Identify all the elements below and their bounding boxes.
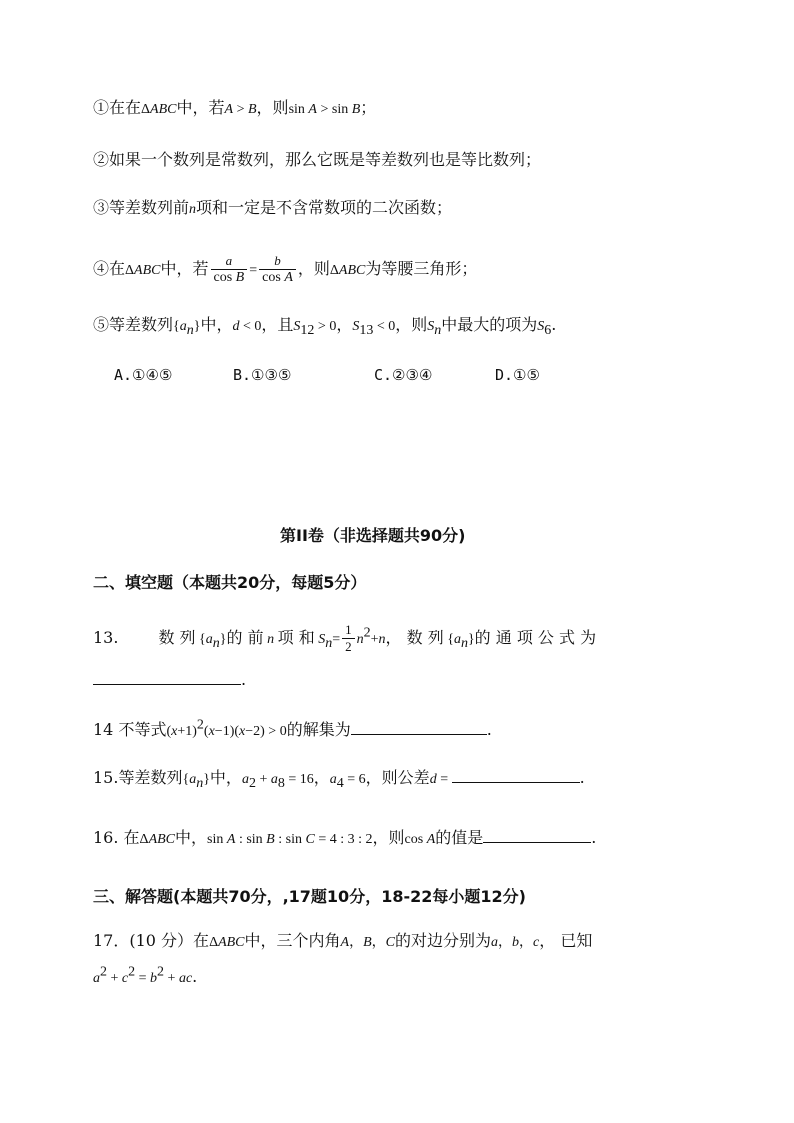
question-15: 15.等差数列$\{a_n\}$中，$a_2 + a_8 = 16$，$a_4 = 6$，则公差d = . [93, 768, 585, 792]
question-14: 14 不等式$(x+1)^2(x-1)(x-2) > 0$的解集为 . [93, 717, 492, 739]
option-a: A.①④⑤ [114, 366, 173, 384]
question-16: 16. 在ΔABC中，sin A : sin B : sin C = 4 : 3 : 2，则cos A的值是 . [93, 828, 597, 847]
statement-1: ①在在ΔABC中，若A > B，则sin A > sin B； [93, 98, 377, 117]
q16-answer-blank[interactable] [483, 828, 591, 843]
question-13: 13. 数 列 $\{a_n\}$的 前 n 项 和 $S_n=$ $\frac{1}{2}$ $n^2+n$， 数 列 $\{a_n\}$的 通 项 公 式 为 [93, 622, 597, 654]
fraction-one-half: $\frac{1}{2}$ [342, 622, 355, 655]
section-ii-title: 第II卷（非选择题共90分) [280, 526, 466, 545]
q13-answer-blank[interactable] [93, 670, 241, 685]
fraction-a-cosB: $\frac{a}{\text{cos B}}$ [211, 253, 248, 286]
statement-3: ③等差数列前n项和一定是不含常数项的二次函数； [93, 198, 453, 217]
option-c: C.②③④ [374, 366, 433, 384]
statement-5: ⑤等差数列$\{a_n\}$中，d < 0，且$S_{12} > 0$，$S_{13} < 0$，则$S_n$中最大的项为$S_6$. [93, 315, 557, 339]
question-17: 17．(10 分）在ΔABC中，三个内角A，B，C的对边分别为a，b，c， 已知 [93, 931, 593, 950]
statement-4: ④在ΔABC中，若 $\frac{a}{\text{cos B}}$ = $\frac{b}{\text{cos A}}$ ，则ΔABC为等腰三角形； [93, 253, 478, 285]
q15-answer-blank[interactable] [452, 768, 580, 783]
question-17-formula: $a^2 + c^2 = b^2$ + ac. [93, 964, 198, 986]
question-13-answer-line: . [93, 670, 246, 690]
statement-2: ②如果一个数列是常数列，那么它既是等差数列也是等比数列； [93, 150, 542, 169]
option-d: D.①⑤ [495, 366, 540, 384]
fill-in-heading: 二、填空题（本题共20分，每题5分） [93, 573, 367, 592]
answer-section-heading: 三、解答题(本题共70分，,17题10分，18-22每小题12分) [93, 887, 526, 906]
fraction-b-cosA: $\frac{b}{\text{cos A}}$ [259, 253, 296, 286]
q14-answer-blank[interactable] [351, 720, 487, 735]
option-b: B.①③⑤ [233, 366, 292, 384]
